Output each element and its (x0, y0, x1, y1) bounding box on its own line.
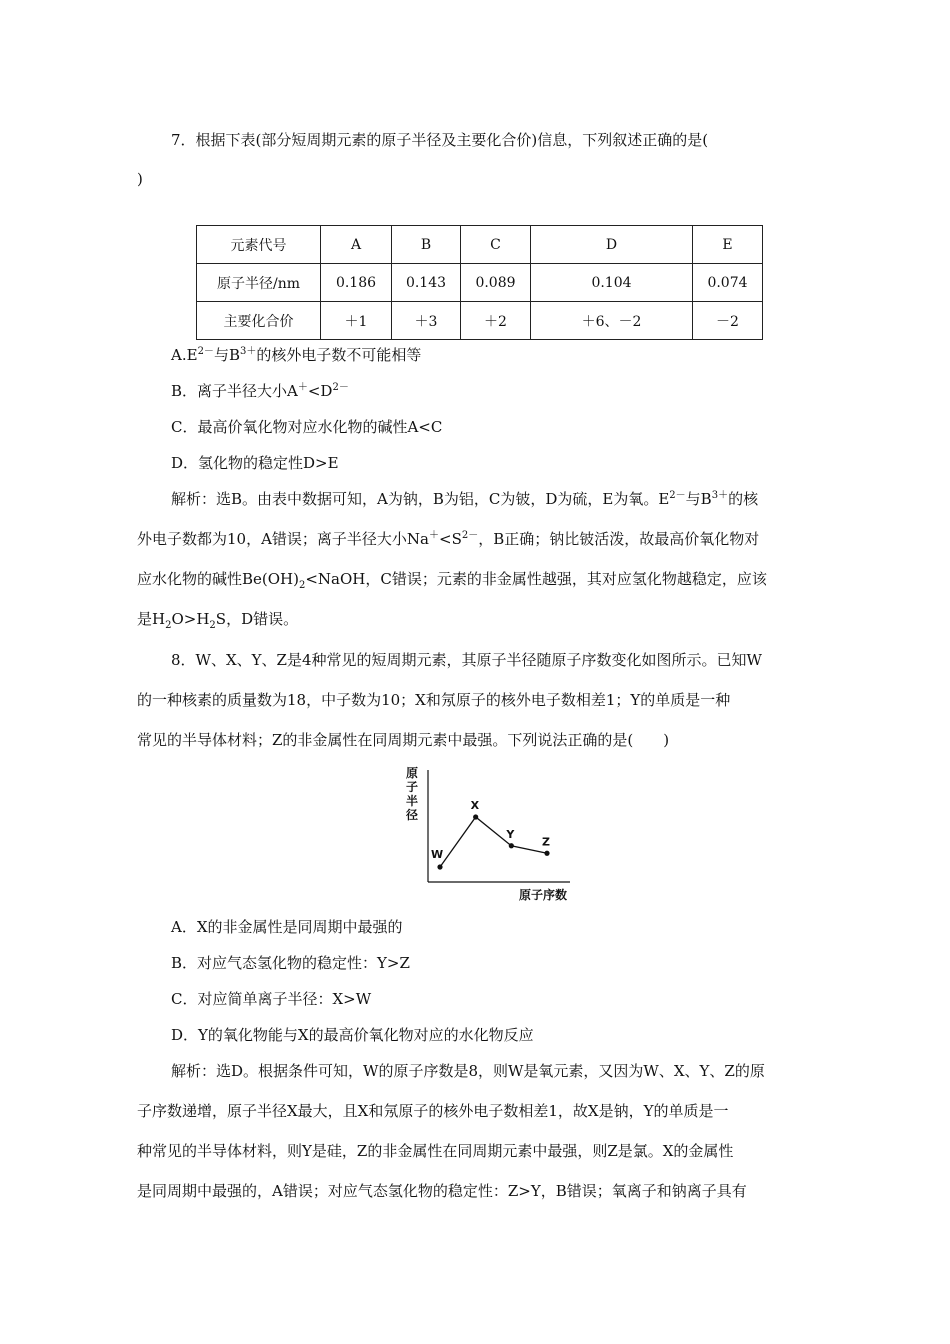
table-cell: 0.074 (693, 264, 763, 302)
point-label-x: X (470, 799, 480, 812)
point-w (437, 864, 442, 869)
q8-option-c: C．对应简单离子半径：X>W (171, 990, 372, 1008)
table-cell: ＋6、－2 (531, 302, 693, 340)
table-cell: 0.186 (321, 264, 392, 302)
q8-stem-line3: 常见的半导体材料；Z的非金属性在同周期元素中最强。下列说法正确的是( ) (137, 731, 670, 749)
table-cell: 0.143 (392, 264, 461, 302)
q7-stem-line1: 7．根据下表(部分短周期元素的原子半径及主要化合价)信息，下列叙述正确的是( (171, 131, 709, 149)
table-row-radius (197, 264, 763, 302)
q7-stem-line2: ) (137, 170, 143, 188)
q7-option-a: $A.E^{2-}$与$B^{3+}$的核外电子数不可能相等 (171, 346, 422, 364)
table-header-row (197, 226, 763, 264)
graph-points (431, 799, 550, 870)
svg-text:径: 径 (406, 808, 419, 822)
table-cell: ＋2 (461, 302, 531, 340)
point-label-z: Z (542, 835, 550, 849)
q7-option-d: D．氢化物的稳定性D>E (171, 454, 339, 472)
q8-option-b: B．对应气态氢化物的稳定性：Y>Z (171, 954, 410, 972)
table-cell: 元素代号 (197, 226, 321, 264)
q7-answer-line3: 应水化物的碱性$Be(OH)_2<NaOH$，C错误；元素的非金属性越强，其对应氢化物越稳定，应该 (137, 570, 767, 591)
svg-text:半: 半 (406, 794, 419, 808)
q8-answer-line3: 种常见的半导体材料，则Y是硅，Z的非金属性在同周期元素中最强，则Z是氯。X的金属性 (137, 1142, 734, 1160)
point-label-w: W (431, 848, 444, 861)
radius-graph (400, 760, 590, 905)
q8-option-d: D．Y的氧化物能与X的最高价氧化物对应的水化物反应 (171, 1026, 534, 1044)
q8-answer-line1: 解析：选D。根据条件可知，W的原子序数是8，则W是氧元素，又因为W、X、Y、Z的原 (171, 1062, 765, 1080)
table-row-label: 主要化合价 (197, 302, 321, 340)
table-row-valence (197, 302, 763, 340)
table-cell: E (693, 226, 763, 264)
table-row-label: 原子半径/nm (197, 264, 321, 302)
q8-stem-line2: 的一种核素的质量数为18，中子数为10；X和氖原子的核外电子数相差1；Y的单质是一种 (137, 691, 731, 709)
point-z (544, 851, 549, 856)
q8-stem-line1: 8．W、X、Y、Z是4种常见的短周期元素，其原子半径随原子序数变化如图所示。已知W (171, 651, 762, 669)
table-cell: D (531, 226, 693, 264)
table-cell: ＋1 (321, 302, 392, 340)
table-cell: －2 (693, 302, 763, 340)
y-axis-label (405, 765, 418, 822)
q7-option-b: B．离子半径大小$A^+<D^{2-}$ (171, 382, 349, 400)
point-y (509, 843, 514, 848)
q7-answer-line1: 解析：选B。由表中数据可知，A为钠，B为铝，C为铍，D为硫，E为氧。$E^{2-}$与$B^{3+}$的核 (171, 490, 759, 508)
table-cell: B (392, 226, 461, 264)
q7-answer-line4: 是$H_2O>H_2S$，D错误。 (137, 610, 299, 631)
table-cell: ＋3 (392, 302, 461, 340)
q8-answer-line4: 是同周期中最强的，A错误；对应气态氢化物的稳定性：Z>Y，B错误；氧离子和钠离子具有 (137, 1182, 747, 1200)
table-cell: A (321, 226, 392, 264)
table-cell: C (461, 226, 531, 264)
point-x (473, 814, 478, 819)
svg-text:原: 原 (406, 766, 419, 780)
element-table (196, 225, 763, 340)
q7-option-c: C．最高价氧化物对应水化物的碱性A<C (171, 418, 443, 436)
q8-option-a: A．X的非金属性是同周期中最强的 (171, 918, 403, 936)
table-cell: 0.104 (531, 264, 693, 302)
point-label-y: Y (506, 827, 515, 841)
table-cell: 0.089 (461, 264, 531, 302)
q8-answer-line2: 子序数递增，原子半径X最大，且X和氖原子的核外电子数相差1，故X是钠，Y的单质是一 (137, 1102, 729, 1120)
x-axis-label: 原子序数 (519, 888, 568, 902)
q7-answer-line2: 外电子数都为10，A错误；离子半径大小$Na^+<S^{2-}$，B正确；钠比铍活泼，故最高价氧化物对 (137, 530, 760, 548)
svg-text:子: 子 (406, 780, 419, 794)
radius-line (440, 817, 547, 867)
